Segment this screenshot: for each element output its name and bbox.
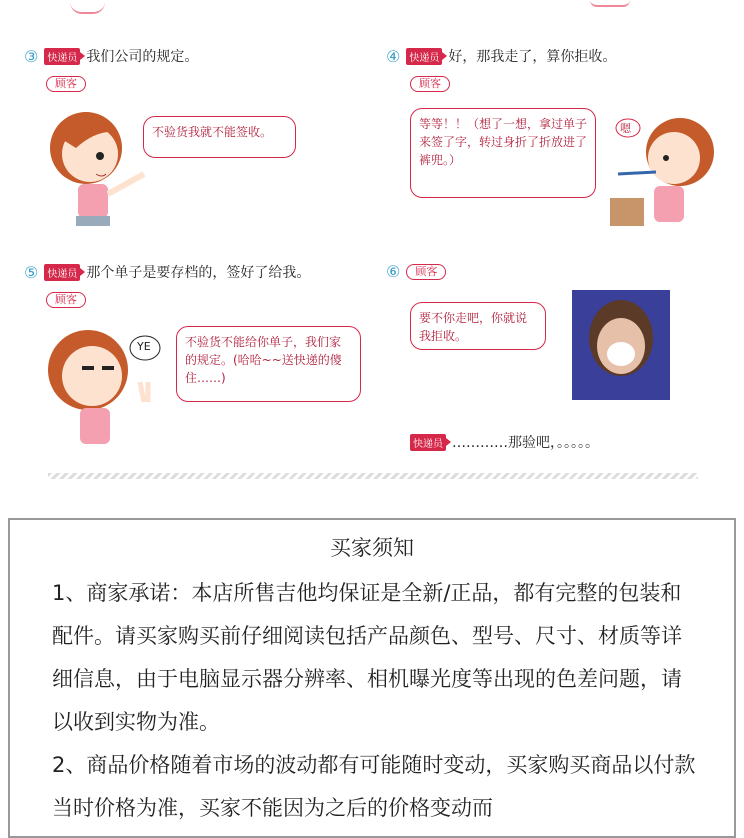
thought-text: 嗯 (620, 122, 631, 135)
laughing-face-image (572, 290, 670, 400)
notice-paragraph: 1、商家承诺：本店所售吉他均保证是全新/正品，都有完整的包装和配件。请买家购买前仔细阅读包括产品颜色、型号、尺寸、材质等详细信息，由于电脑显示器分辨率、相机曝光度等出现的色差问题，请以收到实物为准。 (52, 581, 682, 734)
step-6-footer (410, 432, 599, 452)
step-4-header (386, 46, 616, 66)
step-number: ⑥ (386, 262, 401, 281)
notice-body (52, 572, 702, 830)
customer-tag: 顾客 (410, 76, 450, 92)
customer-tag: 顾客 (406, 264, 446, 280)
buyer-notice-panel (8, 518, 736, 838)
courier-line: …………那验吧，。。。。。 (452, 435, 599, 451)
speech-bubble: 等等！！（想了一想，拿过单子来签了字，转过身折了折放进了裤兜。） (410, 108, 596, 198)
step-number: ④ (386, 46, 401, 66)
step-number: ③ (24, 46, 39, 66)
courier-line: 好，那我走了，算你拒收。 (448, 49, 617, 65)
prev-illustration-fragment-right (590, 0, 630, 7)
notice-title: 买家须知 (330, 536, 414, 560)
customer-tag: 顾客 (46, 76, 86, 92)
step-3-header (24, 46, 198, 66)
notice-paragraph: 2、商品价格随着市场的波动都有可能随时变动，买家购买商品以付款当时价格为准，买家不能因为之后的价格变动而 (52, 753, 696, 820)
speech-bubble: 不验货我就不能签收。 (143, 116, 296, 158)
speech-bubble: 要不你走吧，你就说我拒收。 (410, 302, 546, 350)
divider (48, 473, 698, 479)
step-5-header (24, 262, 310, 282)
speech-bubble: 不验货不能给你单子，我们家的规定。(哈哈~~送快递的傻住……) (176, 326, 361, 402)
courier-tag: 快递员 (406, 48, 442, 65)
step-6-header (386, 262, 446, 281)
courier-tag: 快递员 (44, 48, 80, 65)
thought-text: YE (137, 340, 151, 353)
step-number: ⑤ (24, 262, 39, 282)
customer-tag: 顾客 (46, 292, 86, 308)
courier-tag: 快递员 (44, 264, 80, 281)
girl-illustration (44, 326, 170, 446)
courier-line: 那个单子是要存档的，签好了给我。 (86, 265, 311, 281)
courier-tag: 快递员 (410, 434, 446, 451)
prev-illustration-fragment-left (70, 0, 105, 14)
girl-illustration (46, 108, 156, 226)
courier-line: 我们公司的规定。 (86, 49, 199, 65)
